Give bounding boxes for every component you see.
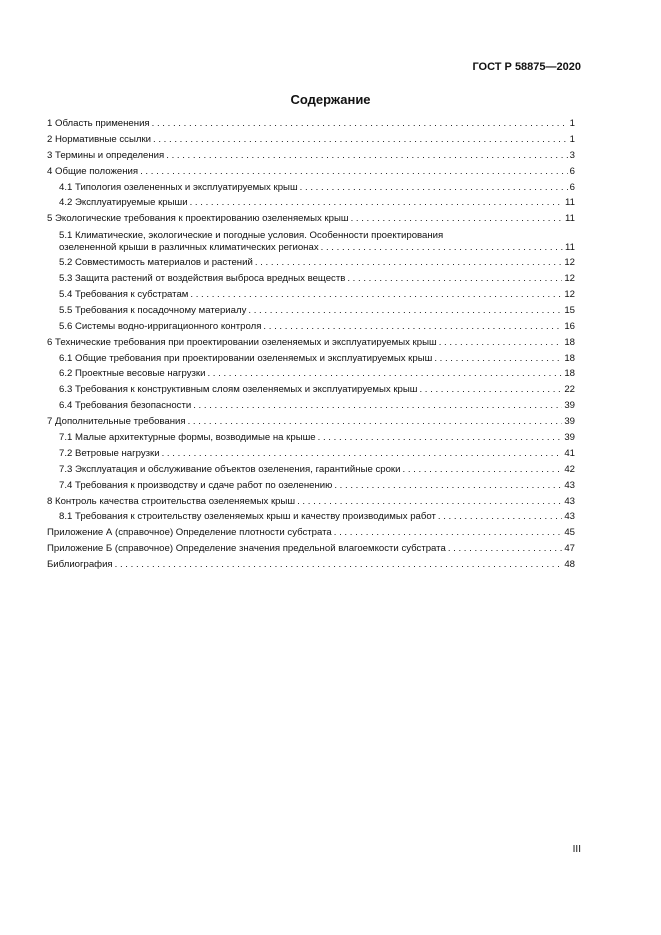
toc-page: 6 [569, 181, 575, 193]
table-of-contents [47, 118, 575, 575]
toc-page: 11 [565, 197, 575, 209]
toc-label: 7.4 Требования к производству и сдаче работ по озеленению [59, 479, 333, 491]
toc-subentry[interactable] [47, 511, 575, 527]
toc-label: 1 Область применения [47, 118, 150, 129]
toc-page: 16 [564, 320, 575, 332]
leader-dots [115, 559, 563, 570]
toc-page: 39 [564, 432, 575, 444]
toc-page: 11 [565, 213, 575, 225]
leader-dots [263, 321, 562, 332]
toc-page: 1 [569, 118, 575, 129]
toc-page: 39 [564, 400, 575, 412]
toc-entry[interactable] [47, 166, 575, 182]
toc-page: 41 [564, 447, 575, 459]
leader-dots [448, 543, 563, 554]
toc-entry[interactable] [47, 527, 575, 543]
leader-dots [162, 448, 563, 459]
leader-dots [166, 150, 567, 161]
toc-subentry[interactable] [47, 197, 575, 213]
leader-dots [318, 432, 563, 443]
toc-page: 18 [564, 352, 575, 364]
toc-subentry[interactable] [47, 368, 575, 384]
toc-entry[interactable] [47, 150, 575, 166]
toc-page: 15 [564, 304, 575, 316]
toc-subentry[interactable] [47, 182, 575, 198]
leader-dots [152, 118, 568, 129]
toc-entry[interactable] [47, 496, 575, 512]
toc-label: 7.2 Ветровые нагрузки [59, 447, 160, 459]
toc-page: 12 [564, 289, 575, 301]
toc-label: 4 Общие положения [47, 165, 139, 177]
toc-page: 18 [564, 336, 575, 348]
toc-label: 6 Технические требования при проектировании озеленяемых и эксплуатируемых крыш [47, 336, 437, 348]
leader-dots [347, 273, 562, 284]
toc-page: 47 [564, 543, 575, 555]
toc-entry-continuation [59, 242, 575, 257]
toc-entry[interactable] [47, 213, 575, 229]
leader-dots [321, 242, 563, 253]
toc-label: 4.1 Типология озелененных и эксплуатируемых крыш [59, 181, 298, 193]
toc-subentry[interactable] [47, 289, 575, 305]
toc-entry[interactable] [47, 337, 575, 353]
leader-dots [403, 464, 563, 475]
toc-label: 5.2 Совместимость материалов и растений [59, 257, 253, 269]
leader-dots [140, 166, 568, 177]
toc-label: 5 Экологические требования к проектированию озеленяемых крыш [47, 213, 349, 225]
toc-page: 3 [569, 149, 575, 161]
leader-dots [334, 527, 563, 538]
toc-page: 6 [569, 165, 575, 177]
leader-dots [438, 511, 562, 522]
toc-page: 45 [564, 527, 575, 539]
leader-dots [297, 496, 562, 507]
toc-entry[interactable] [47, 559, 575, 575]
toc-subentry[interactable] [47, 480, 575, 496]
toc-subentry[interactable] [47, 432, 575, 448]
toc-label: 5.6 Системы водно-ирригационного контроля [59, 320, 262, 332]
leader-dots [255, 257, 563, 268]
leader-dots [153, 134, 568, 145]
toc-label: 3 Термины и определения [47, 149, 165, 161]
toc-label: 7.1 Малые архитектурные формы, возводимые на крыше [59, 432, 316, 444]
toc-page: 12 [564, 273, 575, 285]
toc-label: 6.2 Проектные весовые нагрузки [59, 368, 206, 380]
toc-page: 43 [564, 479, 575, 491]
toc-label: 7.3 Эксплуатация и обслуживание объектов озеленения, гарантийные сроки [59, 463, 401, 475]
leader-dots [439, 337, 563, 348]
toc-label: 7 Дополнительные требования [47, 416, 186, 428]
toc-subentry[interactable] [47, 464, 575, 480]
toc-label: Приложение Б (справочное) Определение значения предельной влагоемкости субстрата [47, 543, 446, 555]
toc-subentry[interactable] [47, 257, 575, 273]
toc-subentry[interactable] [47, 353, 575, 369]
toc-subentry[interactable] [47, 448, 575, 464]
toc-label: озелененной крыши в различных климатических регионах [59, 242, 319, 254]
toc-subentry[interactable] [47, 321, 575, 337]
leader-dots [190, 197, 563, 208]
leader-dots [300, 182, 568, 193]
toc-entry[interactable] [47, 543, 575, 559]
leader-dots [207, 368, 562, 379]
toc-label: 6.1 Общие требования при проектировании озеленяемых и эксплуатируемых крыш [59, 352, 433, 364]
toc-page: 1 [569, 133, 575, 145]
leader-dots [248, 305, 562, 316]
toc-subentry[interactable] [47, 384, 575, 400]
leader-dots [193, 400, 562, 411]
toc-entry[interactable] [47, 134, 575, 150]
toc-label: 6.4 Требования безопасности [59, 400, 192, 412]
leader-dots [351, 213, 563, 224]
toc-label: 8.1 Требования к строительству озеленяемых крыш и качеству производимых работ [59, 511, 436, 523]
leader-dots [188, 416, 563, 427]
toc-label: 5.4 Требования к субстратам [59, 289, 189, 301]
toc-label: 5.3 Защита растений от воздействия выброса вредных веществ [59, 273, 346, 285]
leader-dots [334, 480, 562, 491]
toc-label: 6.3 Требования к конструктивным слоям озеленяемых и эксплуатируемых крыш [59, 384, 418, 396]
toc-entry[interactable] [47, 416, 575, 432]
toc-page: 43 [564, 511, 575, 523]
page-title: Содержание [290, 92, 371, 107]
toc-label: 5.5 Требования к посадочному материалу [59, 304, 247, 316]
toc-label-line1: 5.1 Климатические, экологические и погодные условия. Особенности проектирования [59, 230, 444, 242]
toc-subentry[interactable] [47, 400, 575, 416]
leader-dots [434, 353, 562, 364]
leader-dots [190, 289, 562, 300]
toc-entry[interactable] [47, 118, 575, 134]
toc-page: 42 [564, 463, 575, 475]
toc-page: 11 [565, 242, 575, 254]
document-code: ГОСТ Р 58875—2020 [472, 61, 581, 73]
toc-page: 12 [564, 257, 575, 269]
toc-label: 8 Контроль качества строительства озеленяемых крыш [47, 495, 296, 507]
toc-page: 39 [564, 416, 575, 428]
toc-page: 18 [564, 368, 575, 380]
toc-label: 2 Нормативные ссылки [47, 133, 152, 145]
toc-subentry[interactable] [47, 305, 575, 321]
toc-label: Библиография [47, 559, 113, 571]
toc-label: Приложение А (справочное) Определение плотности субстрата [47, 527, 332, 539]
toc-subentry[interactable] [47, 273, 575, 289]
leader-dots [419, 384, 562, 395]
toc-page: 48 [564, 559, 575, 571]
page-number: III [572, 844, 581, 855]
toc-subentry-multiline[interactable] [47, 229, 575, 257]
toc-page: 43 [564, 495, 575, 507]
toc-label: 4.2 Эксплуатируемые крыши [59, 197, 188, 209]
toc-page: 22 [564, 384, 575, 396]
